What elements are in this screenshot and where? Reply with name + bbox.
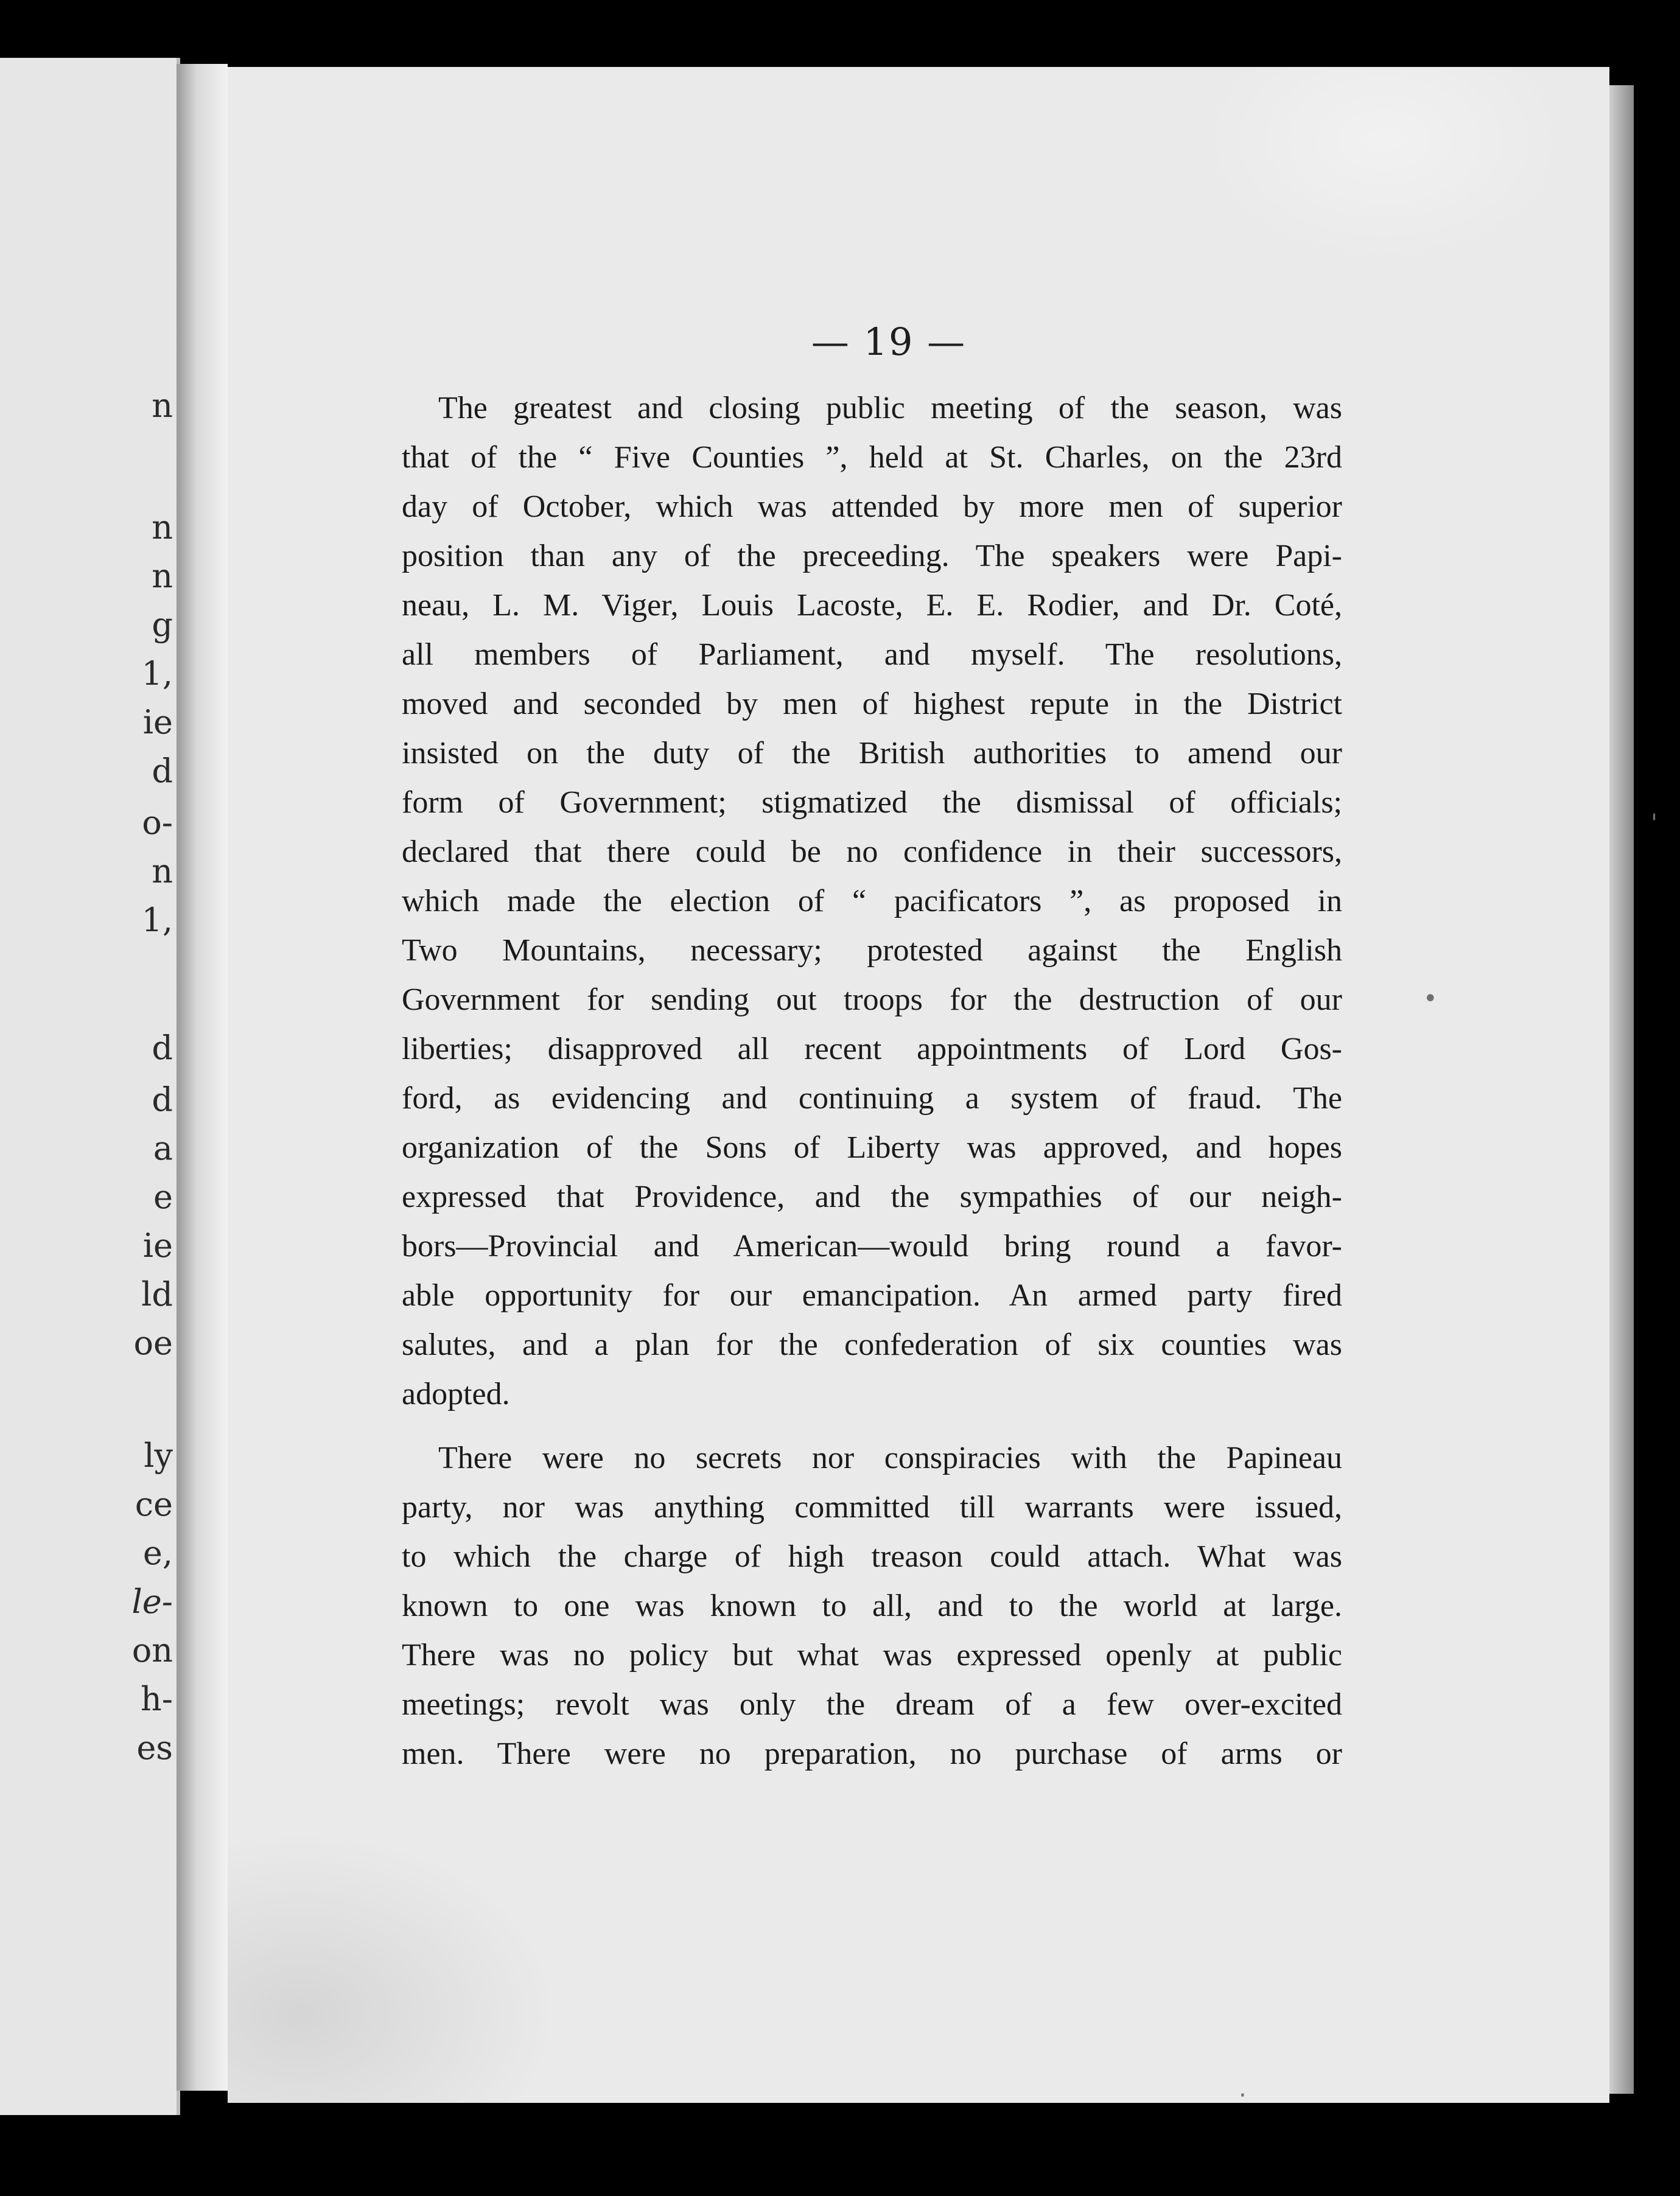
text-line: known to one was known to all, and to the world at large. (402, 1589, 1342, 1623)
facing-page-fragment: e, (142, 1534, 173, 1572)
facing-page-fragment: es (136, 1729, 173, 1767)
facing-page-fragment: h- (140, 1680, 173, 1718)
book-gutter (177, 64, 228, 2091)
text-line: day of October, which was attended by more men of superior (402, 489, 1342, 524)
facing-page-fragment: d (152, 1080, 173, 1119)
text-line: Government for sending out troops for the destruction of our (402, 982, 1342, 1017)
text-line: Two Mountains, necessary; protested against the English (402, 933, 1342, 968)
text-line: The greatest and closing public meeting of the season, was (438, 391, 1342, 425)
text-line: all members of Parliament, and myself. The resolutions, (402, 637, 1342, 672)
text-line: men. There were no preparation, no purchase of arms or (402, 1736, 1342, 1771)
facing-page-fragment: o- (142, 803, 173, 842)
facing-page-fragment: ie (142, 703, 173, 741)
text-line: meetings; revolt was only the dream of a few over-excited (402, 1687, 1342, 1722)
text-line: party, nor was anything committed till warrants were issued, (402, 1490, 1342, 1525)
text-line: that of the “ Five Counties ”, held at St. Charles, on the 23rd (402, 440, 1342, 475)
text-line: able opportunity for our emancipation. An armed party fired (402, 1278, 1342, 1313)
text-line: salutes, and a plan for the confederation of six counties was (402, 1327, 1342, 1362)
facing-page-fragment: g (152, 606, 173, 644)
facing-page-fragment: oe (133, 1324, 173, 1362)
facing-page-fragment: ie (142, 1226, 173, 1265)
page-number: — 19 — (811, 320, 967, 364)
text-line: declared that there could be no confidence in their successors, (402, 834, 1342, 869)
facing-page-fragment: n (152, 852, 173, 890)
facing-page-fragment: ly (144, 1436, 173, 1475)
text-line: which made the election of “ pacificators ”, as proposed in (402, 884, 1342, 918)
facing-page-fragment: ld (141, 1275, 173, 1313)
text-line: moved and seconded by men of highest repute in the District (402, 687, 1342, 721)
text-line: organization of the Sons of Liberty was approved, and hopes (402, 1130, 1342, 1165)
text-line: ford, as evidencing and continuing a system of fraud. The (402, 1081, 1342, 1116)
facing-page-fragment: e (153, 1178, 173, 1216)
facing-page-fragment: on (131, 1631, 173, 1670)
facing-page-fragment: 1, (141, 901, 173, 939)
facing-page-fragment: ce (135, 1485, 173, 1523)
facing-page-fragment: 1, (141, 654, 173, 693)
facing-page-fragment: d (152, 752, 173, 790)
facing-page-fragment: n (152, 557, 173, 595)
text-line: to which the charge of high treason could attach. What was (402, 1539, 1342, 1574)
paragraph-2 (402, 1433, 1342, 1778)
text-line: adopted. (402, 1377, 510, 1411)
scan-speck: ' (1651, 810, 1657, 837)
scan-speck: · (1239, 2082, 1247, 2110)
text-line: There was no policy but what was expressed openly at public (402, 1638, 1342, 1673)
facing-page-fragment: n (152, 508, 173, 547)
text-line: insisted on the duty of the British authorities to amend our (402, 736, 1342, 771)
scan-speck: • (1423, 985, 1438, 1013)
facing-page-fragment: a (153, 1129, 173, 1167)
facing-page-fragment: n (152, 386, 173, 425)
text-line: neau, L. M. Viger, Louis Lacoste, E. E. Rodier, and Dr. Coté, (402, 588, 1342, 623)
text-line: form of Government; stigmatized the dismissal of officials; (402, 785, 1342, 820)
paragraph-1 (402, 383, 1342, 1419)
facing-page-fragment: le- (131, 1582, 173, 1621)
text-line: bors—Provincial and American—would bring round a favor- (402, 1229, 1342, 1264)
facing-page-left (0, 58, 180, 2115)
text-line: expressed that Providence, and the sympathies of our neigh- (402, 1180, 1342, 1214)
facing-page-fragment: d (152, 1029, 173, 1067)
text-line: liberties; disapproved all recent appointments of Lord Gos- (402, 1032, 1342, 1066)
text-line: There were no secrets nor conspiracies with the Papineau (438, 1441, 1342, 1475)
text-line: position than any of the preceeding. The speakers were Papi- (402, 539, 1342, 573)
page-edge-shadow (1609, 85, 1634, 2094)
